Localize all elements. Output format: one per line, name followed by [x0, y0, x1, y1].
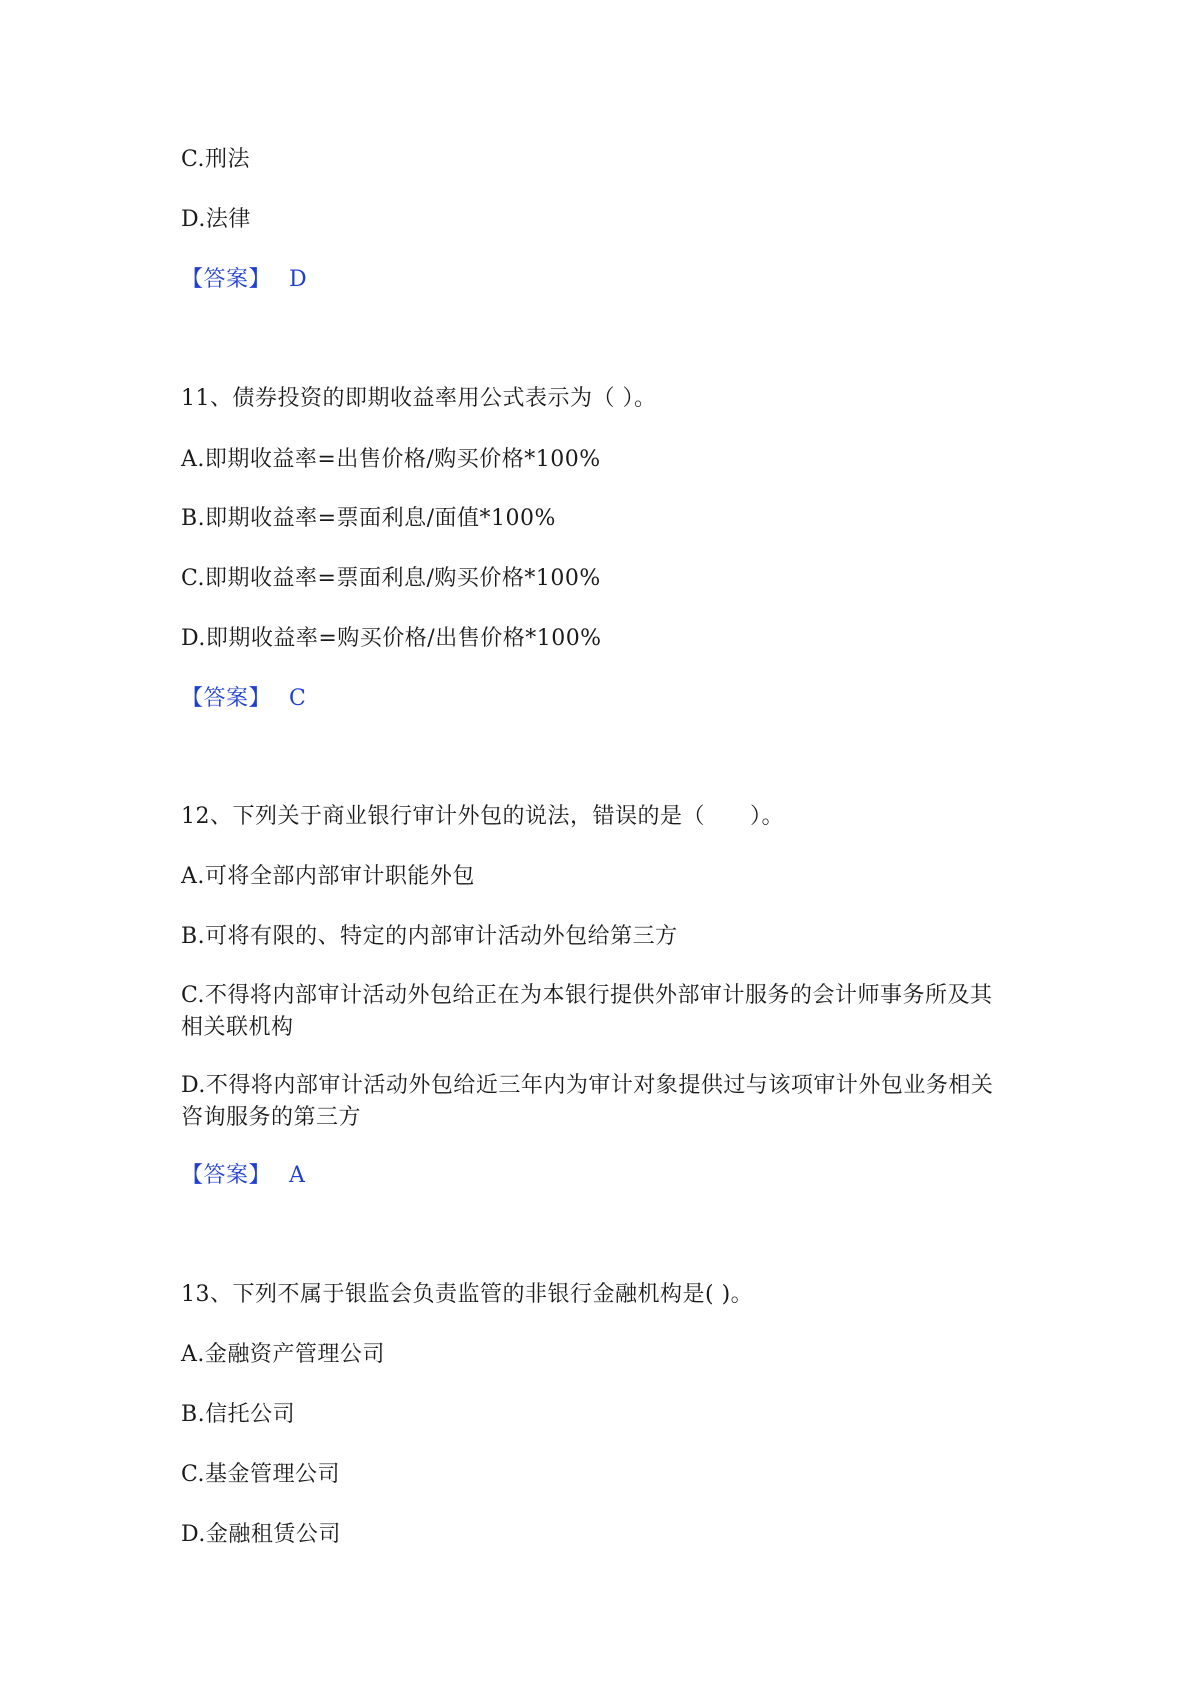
- q12-option-a: A.可将全部内部审计职能外包: [181, 864, 475, 889]
- q10-answer: [181, 264, 307, 296]
- q13-option-b: B.信托公司: [181, 1402, 296, 1427]
- q13-option-c: C.基金管理公司: [181, 1462, 341, 1487]
- q12-question: 12、下列关于商业银行审计外包的说法，错误的是（ ）。: [181, 804, 784, 829]
- q12-option-c: C.不得将内部审计活动外包给正在为本银行提供外部审计服务的会计师事务所及其相关联机构: [181, 983, 993, 1040]
- answer-value: A: [289, 1163, 306, 1188]
- q12-option-d: D.不得将内部审计活动外包给近三年内为审计对象提供过与该项审计外包业务相关咨询服务的第三方: [181, 1073, 994, 1130]
- q12-option-b: B.可将有限的、特定的内部审计活动外包给第三方: [181, 924, 678, 949]
- answer-value: D: [289, 267, 308, 292]
- answer-label: 【答案】: [181, 267, 272, 292]
- q11-answer: [181, 683, 306, 715]
- answer-label: 【答案】: [181, 686, 272, 711]
- q11-question: 11、债券投资的即期收益率用公式表示为（ ）。: [181, 386, 657, 411]
- q11-option-c: C.即期收益率=票面利息/购买价格*100%: [181, 566, 601, 591]
- answer-value: C: [289, 686, 307, 711]
- q11-option-b: B.即期收益率=票面利息/面值*100%: [181, 506, 556, 531]
- q13-question: 13、下列不属于银监会负责监管的非银行金融机构是( )。: [181, 1282, 754, 1307]
- q11-option-d: D.即期收益率=购买价格/出售价格*100%: [181, 626, 602, 651]
- q10-option-d: D.法律: [181, 207, 251, 232]
- q10-option-c: C.刑法: [181, 147, 251, 172]
- q13-option-d: D.金融租赁公司: [181, 1522, 341, 1547]
- q13-option-a: A.金融资产管理公司: [181, 1342, 385, 1367]
- q12-answer: [181, 1160, 305, 1192]
- answer-label: 【答案】: [181, 1163, 272, 1188]
- q11-option-a: A.即期收益率=出售价格/购买价格*100%: [181, 447, 601, 472]
